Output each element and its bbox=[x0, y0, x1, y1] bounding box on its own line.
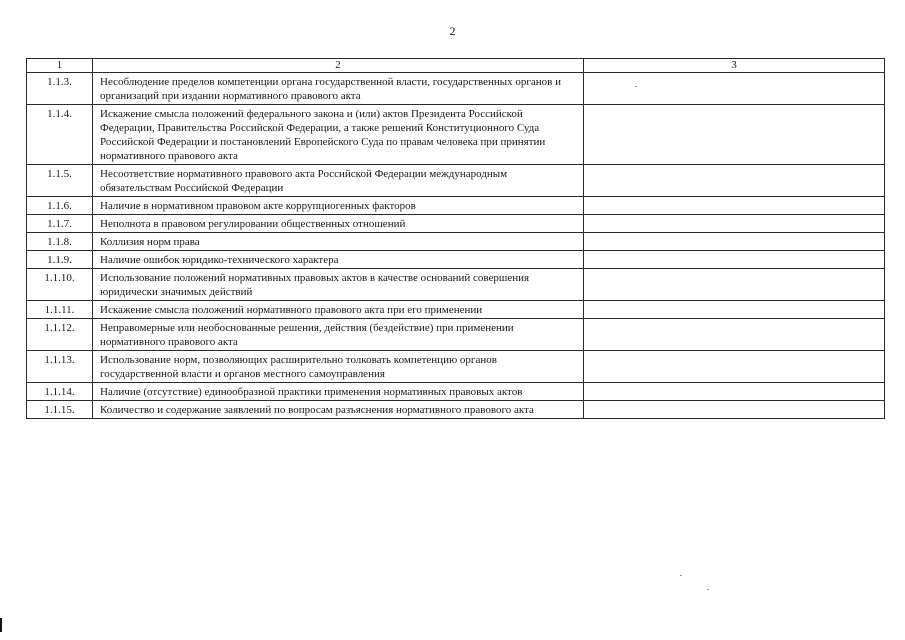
row-assessment-cell[interactable] bbox=[584, 197, 885, 215]
table-row bbox=[27, 197, 885, 215]
row-assessment-cell[interactable] bbox=[584, 301, 885, 319]
row-assessment-cell[interactable] bbox=[584, 383, 885, 401]
column-header-number: 1 bbox=[27, 59, 93, 73]
table-body bbox=[27, 73, 885, 419]
row-number: 1.1.8. bbox=[27, 233, 93, 251]
row-number: 1.1.9. bbox=[27, 251, 93, 269]
row-criterion-text: Наличие в нормативном правовом акте коррупциогенных факторов bbox=[93, 197, 584, 215]
scan-edge-mark bbox=[0, 618, 2, 632]
row-number: 1.1.3. bbox=[27, 73, 93, 105]
table-row bbox=[27, 383, 885, 401]
row-number: 1.1.5. bbox=[27, 165, 93, 197]
row-number: 1.1.12. bbox=[27, 319, 93, 351]
row-criterion-text: Наличие (отсутствие) единообразной практики применения нормативных правовых актов bbox=[93, 383, 584, 401]
scan-speck bbox=[707, 589, 709, 590]
row-number: 1.1.15. bbox=[27, 401, 93, 419]
row-number: 1.1.10. bbox=[27, 269, 93, 301]
column-header-assessment: 3 bbox=[584, 59, 885, 73]
scan-speck bbox=[680, 575, 682, 576]
table-row bbox=[27, 215, 885, 233]
row-assessment-cell[interactable] bbox=[584, 215, 885, 233]
row-number: 1.1.11. bbox=[27, 301, 93, 319]
row-assessment-cell[interactable] bbox=[584, 233, 885, 251]
row-number: 1.1.14. bbox=[27, 383, 93, 401]
table-header-row bbox=[27, 59, 885, 73]
row-criterion-text: Искажение смысла положений федерального закона и (или) актов Президента Российской Федерации, Правительства Российской Федерации, а также решений Конституционного Суда Российской Федерации и постановлений Европейского Суда по правам человека при принятии нормативного правового акта bbox=[93, 105, 584, 165]
evaluation-table bbox=[26, 58, 885, 419]
row-criterion-text: Коллизия норм права bbox=[93, 233, 584, 251]
row-number: 1.1.13. bbox=[27, 351, 93, 383]
table-row bbox=[27, 251, 885, 269]
row-number: 1.1.6. bbox=[27, 197, 93, 215]
table-row bbox=[27, 401, 885, 419]
row-criterion-text: Искажение смысла положений нормативного правового акта при его применении bbox=[93, 301, 584, 319]
row-criterion-text: Несоответствие нормативного правового акта Российской Федерации международным обязательствам Российской Федерации bbox=[93, 165, 584, 197]
row-criterion-text: Наличие ошибок юридико-технического характера bbox=[93, 251, 584, 269]
row-assessment-cell[interactable] bbox=[584, 251, 885, 269]
scan-speck bbox=[635, 86, 637, 87]
row-criterion-text: Использование норм, позволяющих расширительно толковать компетенцию органов государственной власти и органов местного самоуправления bbox=[93, 351, 584, 383]
row-assessment-cell[interactable] bbox=[584, 319, 885, 351]
row-assessment-cell[interactable] bbox=[584, 73, 885, 105]
row-assessment-cell[interactable] bbox=[584, 105, 885, 165]
row-criterion-text: Неправомерные или необоснованные решения, действия (бездействие) при применении нормативного правового акта bbox=[93, 319, 584, 351]
row-criterion-text: Использование положений нормативных правовых актов в качестве оснований совершения юридически значимых действий bbox=[93, 269, 584, 301]
row-assessment-cell[interactable] bbox=[584, 351, 885, 383]
row-assessment-cell[interactable] bbox=[584, 269, 885, 301]
row-number: 1.1.4. bbox=[27, 105, 93, 165]
row-criterion-text: Неполнота в правовом регулировании общественных отношений bbox=[93, 215, 584, 233]
table-row bbox=[27, 351, 885, 383]
row-criterion-text: Количество и содержание заявлений по вопросам разъяснения нормативного правового акта bbox=[93, 401, 584, 419]
table-row bbox=[27, 319, 885, 351]
table-row bbox=[27, 165, 885, 197]
row-assessment-cell[interactable] bbox=[584, 401, 885, 419]
row-criterion-text: Несоблюдение пределов компетенции органа государственной власти, государственных органов и организаций при издании нормативного правового акта bbox=[93, 73, 584, 105]
table-row bbox=[27, 301, 885, 319]
table-row bbox=[27, 269, 885, 301]
column-header-criterion: 2 bbox=[93, 59, 584, 73]
row-number: 1.1.7. bbox=[27, 215, 93, 233]
table-row bbox=[27, 73, 885, 105]
table-row bbox=[27, 233, 885, 251]
table-row bbox=[27, 105, 885, 165]
page-number: 2 bbox=[449, 24, 456, 38]
row-assessment-cell[interactable] bbox=[584, 165, 885, 197]
